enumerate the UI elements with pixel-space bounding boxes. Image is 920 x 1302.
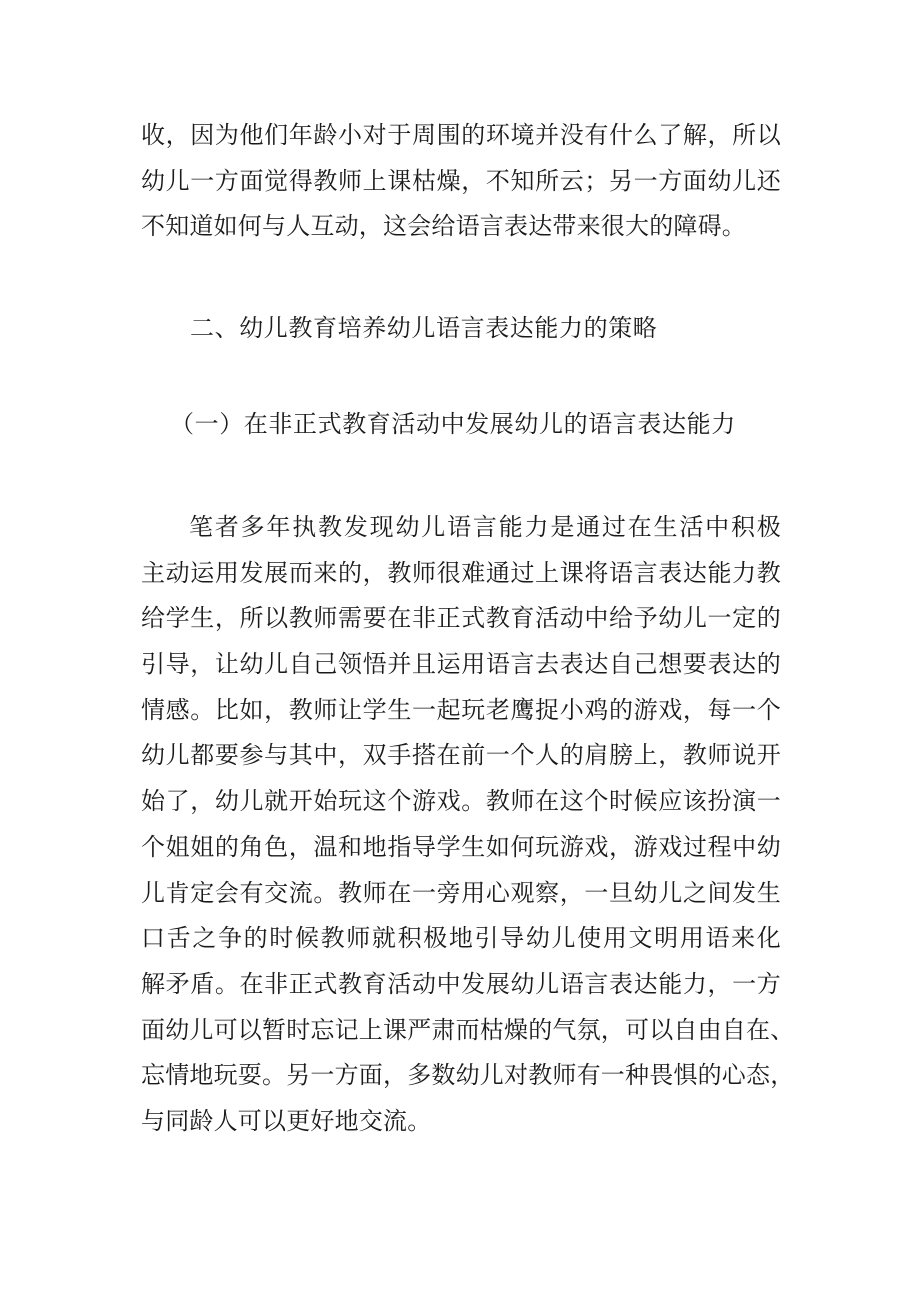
paragraph-line: 儿肯定会有交流。教师在一旁用心观察，一旦幼儿之间发生 bbox=[141, 878, 781, 907]
paragraph-line: 面幼儿可以暂时忘记上课严肃而枯燥的气氛，可以自由自在、 bbox=[141, 1015, 795, 1044]
paragraph-line: 解矛盾。在非正式教育活动中发展幼儿语言表达能力，一方 bbox=[141, 969, 781, 998]
paragraph-continuation bbox=[141, 113, 781, 250]
body-paragraph bbox=[141, 505, 795, 1145]
paragraph-line: 笔者多年执教发现幼儿语言能力是通过在生活中积极 bbox=[189, 513, 781, 541]
paragraph-line: 始了，幼儿就开始玩这个游戏。教师在这个时候应该扮演一 bbox=[141, 787, 781, 816]
paragraph-line: 与同龄人可以更好地交流。 bbox=[141, 1106, 432, 1135]
paragraph-line: 情感。比如，教师让学生一起玩老鹰捉小鸡的游戏，每一个 bbox=[141, 695, 781, 724]
paragraph-line: 个姐姐的角色，温和地指导学生如何玩游戏，游戏过程中幼 bbox=[141, 832, 781, 861]
paragraph-line: 口舌之争的时候教师就积极地引导幼儿使用文明用语来化 bbox=[141, 924, 781, 953]
paragraph-line: 收，因为他们年龄小对于周围的环境并没有什么了解，所以 bbox=[141, 121, 781, 149]
section-heading: 二、幼儿教育培养幼儿语言表达能力的策略 bbox=[190, 314, 658, 342]
paragraph-line: 幼儿一方面觉得教师上课枯燥，不知所云；另一方面幼儿还 bbox=[141, 166, 781, 195]
paragraph-line: 引导，让幼儿自己领悟并且运用语言去表达自己想要表达的 bbox=[141, 650, 781, 679]
paragraph-line: 幼儿都要参与其中，双手搭在前一个人的肩膀上，教师说开 bbox=[141, 741, 781, 770]
paragraph-line: 给学生，所以教师需要在非正式教育活动中给予幼儿一定的 bbox=[141, 604, 781, 633]
paragraph-line: 忘情地玩耍。另一方面，多数幼儿对教师有一种畏惧的心态， bbox=[141, 1061, 795, 1090]
paragraph-line: 主动运用发展而来的，教师很难通过上课将语言表达能力教 bbox=[141, 558, 781, 587]
paragraph-line: 不知道如何与人互动，这会给语言表达带来很大的障碍。 bbox=[141, 212, 746, 241]
subsection-heading: （一）在非正式教育活动中发展幼儿的语言表达能力 bbox=[170, 410, 736, 438]
